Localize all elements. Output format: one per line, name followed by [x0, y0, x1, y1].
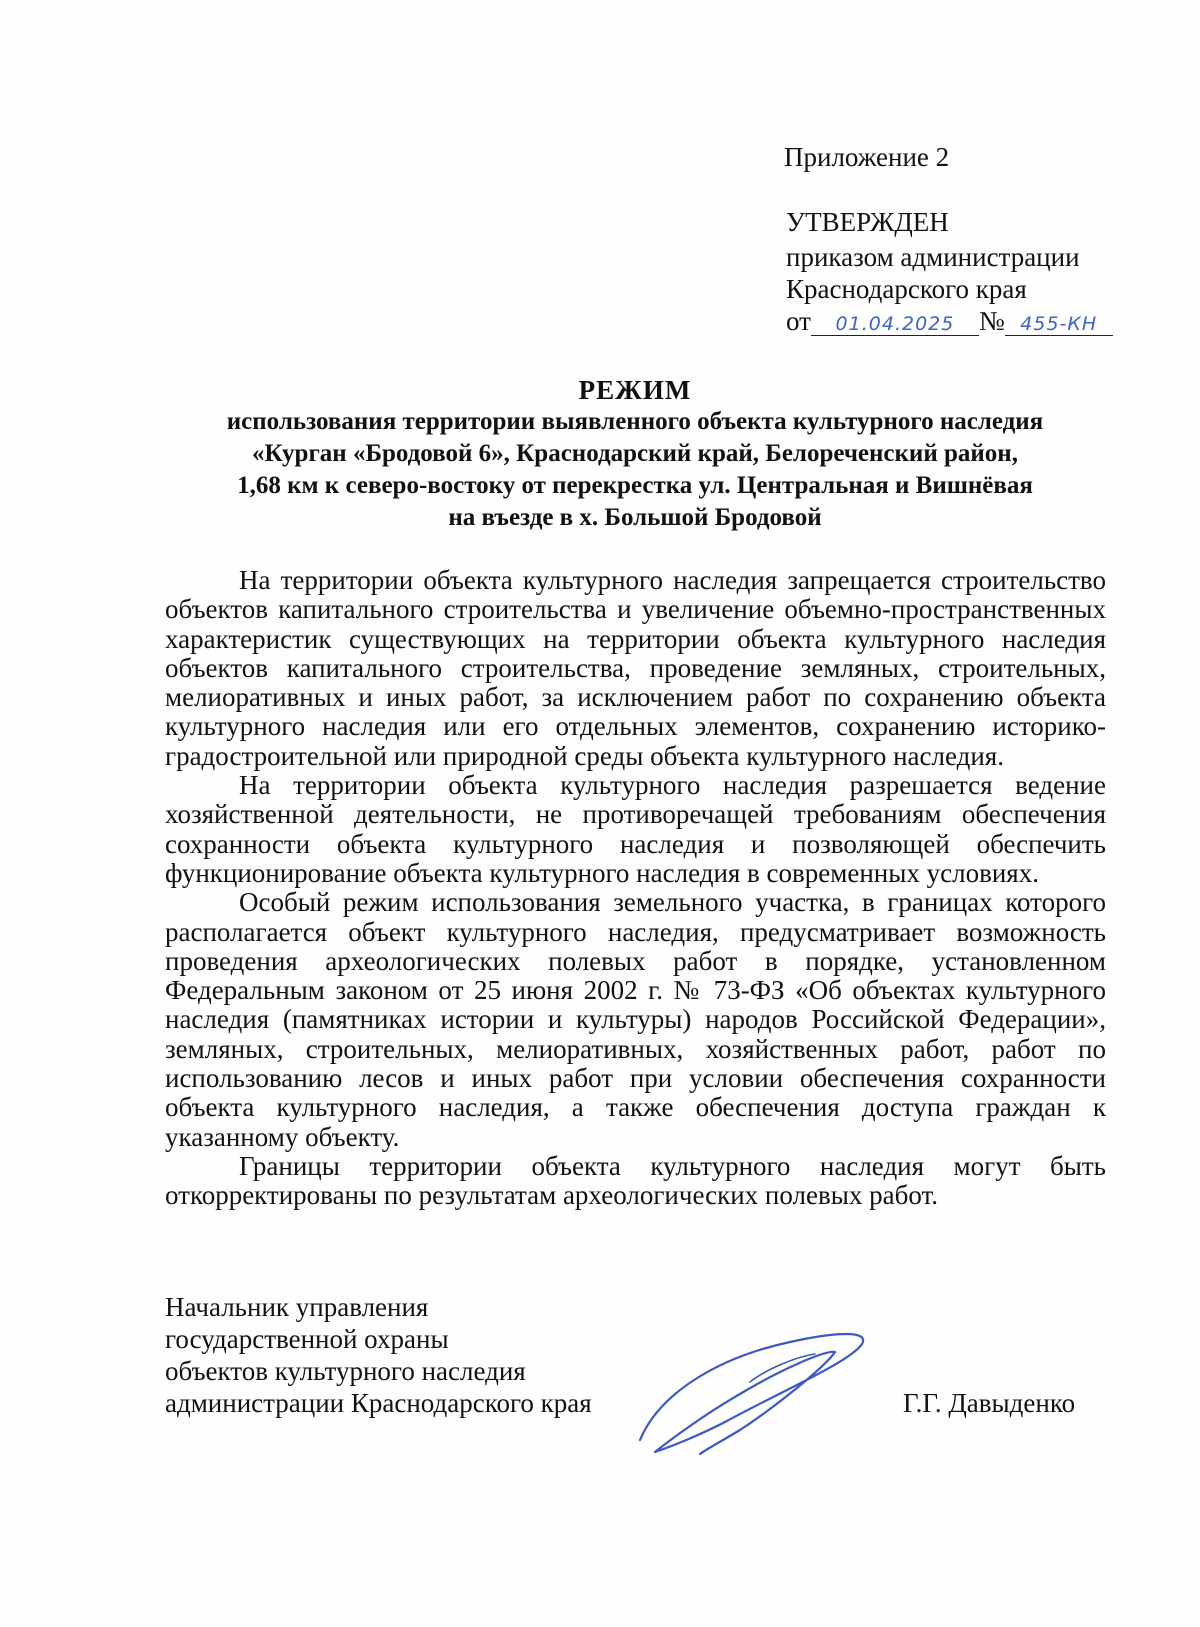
paragraph: Границы территории объекта культурного наследия могут быть откорректированы по результатам археологических полевых работ. — [165, 1150, 1106, 1211]
paragraph: Особый режим использования земельного участка, в границах которого располагается объект культурного наследия, предусматривает возможность проведения археологических полевых работ в порядке, установленном Федеральным законом от 25 июня 2002 г. № 73-ФЗ «Об объектах культурного наследия (памятниках истории и культуры) народов Российской Федерации», земляных, строительных, мелиоративных, хозяйственных работ, работ по использованию лесов и иных работ при условии обеспечения сохранности объекта культурного наследия, а также обеспечения доступа граждан к указанному объекту. — [165, 887, 1106, 1152]
approval-date-line — [786, 305, 1113, 337]
title-main: РЕЖИМ — [578, 375, 692, 405]
signer-name: Г.Г. Давыденко — [903, 1388, 1076, 1418]
signatory-line-4: администрации Краснодарского края — [165, 1388, 592, 1418]
approval-line-2: Краснодарского края — [786, 274, 1027, 304]
document-body — [165, 566, 1106, 1211]
title-line-4: на въезде в х. Большой Бродовой — [448, 504, 822, 531]
date-prefix: от — [786, 306, 811, 336]
document-title — [160, 374, 1110, 534]
handwritten-number: 455-КН — [1005, 313, 1113, 336]
approval-heading: УТВЕРЖДЕН — [786, 207, 949, 237]
signatory-position — [165, 1291, 592, 1419]
handwritten-date: 01.04.2025 — [811, 313, 979, 336]
paragraph: На территории объекта культурного наследия запрещается строительство объектов капитального строительства и увеличение объемно-пространственных характеристик существующих на территории объекта культурного наследия объектов капитального строительства, проведение земляных, строительных, мелиоративных и иных работ, за исключением работ по сохранению объекта культурного наследия или его отдельных элементов, сохранению историко-градостроительной или природной среды объекта культурного наследия. — [165, 565, 1106, 771]
approval-block — [786, 206, 1113, 337]
number-prefix: № — [978, 306, 1005, 336]
approval-line-1: приказом администрации — [786, 242, 1080, 272]
title-line-2: «Курган «Бродовой 6», Краснодарский край, Белореченский район, — [252, 440, 1018, 467]
paragraph: На территории объекта культурного наследия разрешается ведение хозяйственной деятельности, не противоречащей требованиям обеспечения сохранности объекта культурного наследия и позволяющей обеспечить функционирование объекта культурного наследия в современных условиях. — [165, 770, 1106, 888]
signatory-line-1: Начальник управления — [165, 1292, 429, 1322]
handwritten-signature — [630, 1322, 880, 1462]
signatory-line-3: объектов культурного наследия — [165, 1356, 526, 1386]
signatory-line-2: государственной охраны — [165, 1324, 449, 1354]
title-line-1: использования территории выявленного объекта культурного наследия — [226, 408, 1044, 435]
title-line-3: 1,68 км к северо-востоку от перекрестка ул. Центральная и Вишнёвая — [237, 472, 1033, 499]
appendix-label: Приложение 2 — [784, 142, 950, 172]
